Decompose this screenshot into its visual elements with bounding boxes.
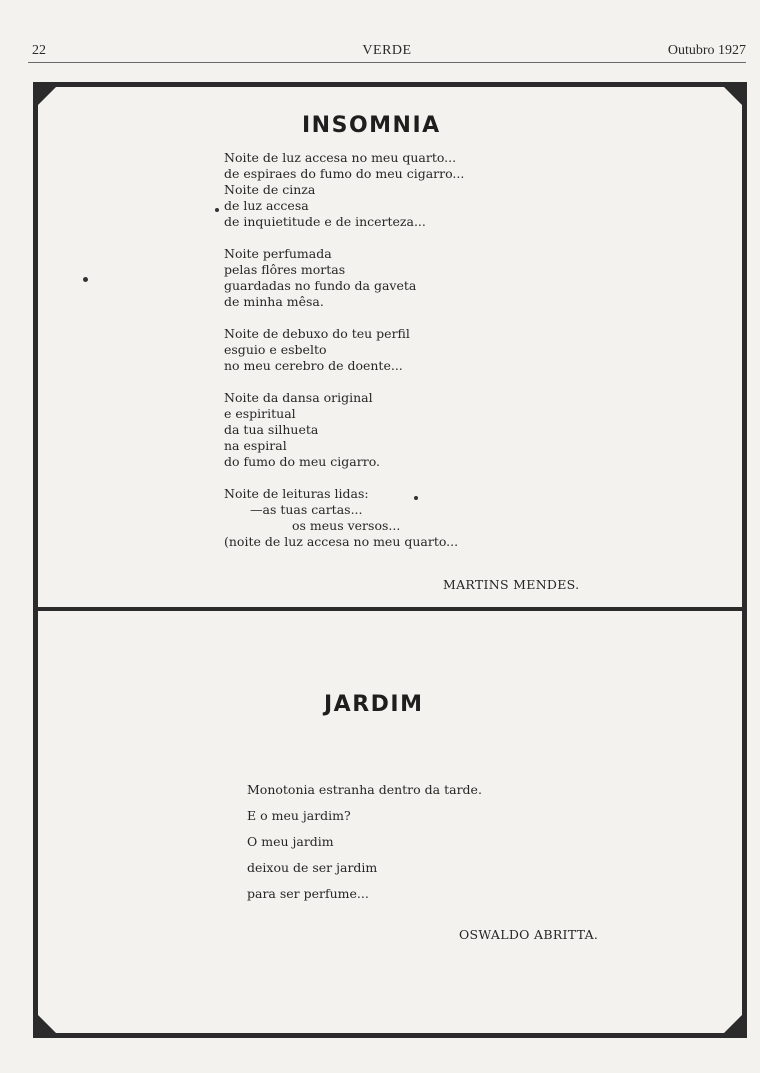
section-divider bbox=[33, 607, 747, 611]
poem-line: Monotonia estranha dentro da tarde. bbox=[247, 782, 482, 797]
author-signature: MARTINS MENDES. bbox=[443, 577, 580, 592]
poem-line: Noite de debuxo do teu perfil bbox=[224, 326, 410, 341]
poem-title-jardim: JARDIM bbox=[324, 692, 424, 717]
poem-line: de luz accesa bbox=[224, 198, 309, 213]
poem-body-insomnia bbox=[224, 150, 604, 566]
poem-line: deixou de ser jardim bbox=[247, 860, 378, 875]
poem-line: Noite de cinza bbox=[224, 182, 316, 197]
poem-line: da tua silhueta bbox=[224, 422, 319, 437]
frame-corner-ornament bbox=[724, 87, 742, 105]
poem-line: para ser perfume... bbox=[247, 886, 369, 901]
frame-corner-ornament bbox=[38, 1015, 56, 1033]
poem-title-insomnia: INSOMNIA bbox=[302, 113, 441, 138]
journal-name: VERDE bbox=[362, 43, 412, 58]
poem-line: guardadas no fundo da gaveta bbox=[224, 278, 417, 293]
poem-line: —as tuas cartas... bbox=[250, 502, 363, 517]
poem-line: esguio e esbelto bbox=[224, 342, 327, 357]
poem-line: O meu jardim bbox=[247, 834, 334, 849]
stanza bbox=[224, 390, 604, 470]
stanza bbox=[224, 326, 604, 374]
poem-line: pelas flôres mortas bbox=[224, 262, 346, 277]
poem-line: do fumo do meu cigarro. bbox=[224, 454, 380, 469]
poem-line: no meu cerebro de doente... bbox=[224, 358, 403, 373]
page-number: 22 bbox=[32, 43, 46, 58]
frame-corner-ornament bbox=[724, 1015, 742, 1033]
author-signature: OSWALDO ABRITTA. bbox=[459, 927, 599, 942]
poem-body-jardim bbox=[247, 777, 607, 907]
frame-corner-ornament bbox=[38, 87, 56, 105]
poem-line: de inquietitude e de incerteza... bbox=[224, 214, 426, 229]
poem-line: (noite de luz accesa no meu quarto... bbox=[224, 534, 459, 549]
poem-line: Noite perfumada bbox=[224, 246, 332, 261]
poem-line: E o meu jardim? bbox=[247, 808, 351, 823]
poem-line: de minha mêsa. bbox=[224, 294, 324, 309]
poem-line: e espiritual bbox=[224, 406, 296, 421]
print-speck bbox=[215, 208, 219, 212]
poem-line: na espiral bbox=[224, 438, 287, 453]
page-header bbox=[28, 42, 746, 63]
poem-line: de espiraes do fumo do meu cigarro... bbox=[224, 166, 465, 181]
print-speck bbox=[83, 277, 88, 282]
stanza bbox=[224, 246, 604, 310]
poem-line: Noite da dansa original bbox=[224, 390, 373, 405]
print-speck bbox=[414, 496, 418, 500]
poem-line: Noite de luz accesa no meu quarto... bbox=[224, 150, 457, 165]
poem-line: Noite de leituras lidas: bbox=[224, 486, 369, 501]
issue-date: Outubro 1927 bbox=[667, 43, 746, 58]
poem-line: os meus versos... bbox=[292, 518, 401, 533]
stanza bbox=[224, 150, 604, 230]
